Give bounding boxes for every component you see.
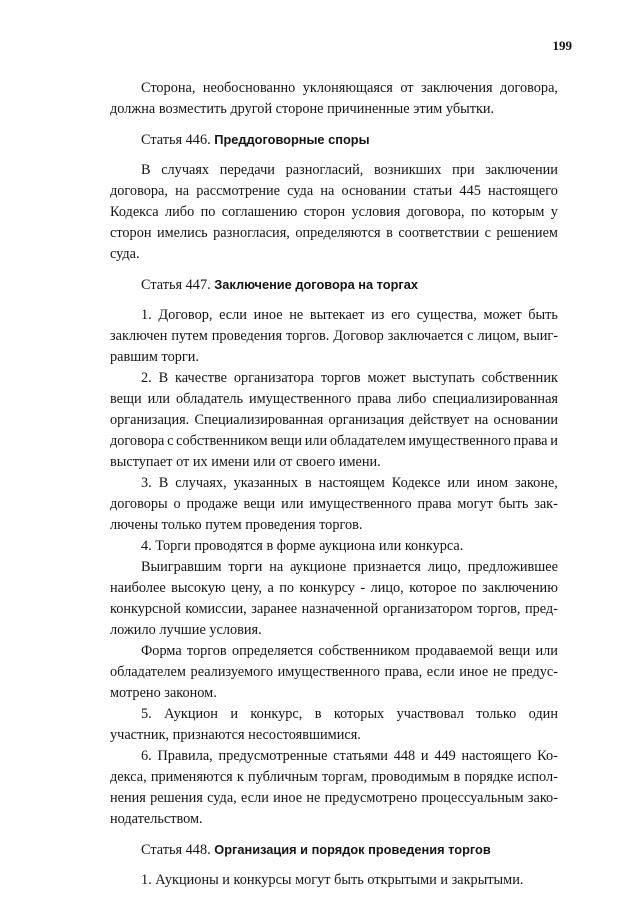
text-line: суда. bbox=[110, 246, 140, 262]
article-title: Заключение договора на торгах bbox=[214, 277, 418, 292]
paragraph bbox=[110, 557, 558, 641]
paragraph bbox=[110, 746, 558, 830]
article-label: Статья 446. bbox=[141, 132, 215, 148]
paragraph bbox=[110, 870, 558, 891]
text-line: договоры о продаже вещи или имущественного права могут быть зак- bbox=[110, 496, 558, 512]
article-label: Статья 447. bbox=[141, 277, 215, 293]
text-line: В случаях передачи разногласий, возникших при заключении bbox=[141, 162, 558, 178]
text-line: равшим торги. bbox=[110, 349, 199, 365]
text-line: вещи или обладатель имущественного права либо специализированная bbox=[110, 391, 558, 407]
document-body bbox=[110, 78, 558, 891]
text-line: Выигравшим торги на аукционе признается лицо, предложившее bbox=[141, 559, 558, 575]
text-line: организация. Специализированная организация действует на основании bbox=[110, 412, 558, 428]
text-line: ложило лучшие условия. bbox=[110, 622, 262, 638]
paragraph bbox=[110, 536, 558, 557]
text-line: 1. Аукционы и конкурсы могут быть открытыми и закрытыми. bbox=[141, 872, 524, 888]
text-line: лючены только путем проведения торгов. bbox=[110, 517, 363, 533]
text-line: договора, на рассмотрение суда на основании статьи 445 настоящего bbox=[110, 183, 558, 199]
paragraph bbox=[110, 473, 558, 536]
article-title: Организация и порядок проведения торгов bbox=[214, 842, 491, 857]
text-line: 6. Правила, предусмотренные статьями 448 и 449 настоящего Ко- bbox=[141, 748, 558, 764]
article-heading-448 bbox=[110, 839, 558, 861]
text-line: Сторона, необоснованно уклоняющаяся от заключения договора, bbox=[141, 80, 558, 96]
paragraph bbox=[110, 160, 558, 265]
text-line: заключен путем проведения торгов. Договор заключается с лицом, выиг- bbox=[110, 328, 558, 344]
text-line: конкурсной комиссии, заранее назначенной организатором торгов, пред- bbox=[110, 601, 558, 617]
text-line: участник, признаются несостоявшимися. bbox=[110, 727, 361, 743]
article-heading-447 bbox=[110, 274, 558, 296]
text-line: 3. В случаях, указанных в настоящем Кодексе или ином законе, bbox=[141, 475, 558, 491]
text-line: нодательством. bbox=[110, 811, 203, 827]
text-line: должна возместить другой стороне причиненные этим убытки. bbox=[110, 101, 495, 117]
text-line: Форма торгов определяется собственником продаваемой вещи или bbox=[141, 643, 558, 659]
text-line: мотрено законом. bbox=[110, 685, 217, 701]
article-heading-446 bbox=[110, 129, 558, 151]
paragraph bbox=[110, 368, 558, 473]
text-line: 1. Договор, если иное не вытекает из его существа, может быть bbox=[141, 307, 558, 323]
paragraph bbox=[110, 305, 558, 368]
article-label: Статья 448. bbox=[141, 842, 215, 858]
text-line: договора с собственником вещи или обладателем имущественного права и bbox=[110, 433, 558, 449]
paragraph bbox=[110, 704, 558, 746]
article-title: Преддоговорные споры bbox=[214, 132, 370, 147]
text-line: Кодекса либо по соглашению сторон условия договора, по которым у bbox=[110, 204, 558, 220]
paragraph bbox=[110, 641, 558, 704]
text-line: выступает от их имени или от своего имени. bbox=[110, 454, 381, 470]
text-line: сторон имелись разногласия, определяются в соответствии с решением bbox=[110, 225, 558, 241]
text-line: наиболее высокую цену, а по конкурсу - лицо, которое по заключению bbox=[110, 580, 558, 596]
text-line: декса, применяются к публичным торгам, проводимым в порядке испол- bbox=[110, 769, 558, 785]
text-line: обладателем реализуемого имущественного права, если иное не предус- bbox=[110, 664, 558, 680]
text-line: 4. Торги проводятся в форме аукциона или конкурса. bbox=[141, 538, 464, 554]
text-line: нения решения суда, если иное не предусмотрено процессуальным зако- bbox=[110, 790, 558, 806]
text-line: 5. Аукцион и конкурс, в которых участвовал только один bbox=[141, 706, 558, 722]
paragraph bbox=[110, 78, 558, 120]
text-line: 2. В качестве организатора торгов может выступать собственник bbox=[141, 370, 558, 386]
page-number: 199 bbox=[552, 38, 572, 53]
